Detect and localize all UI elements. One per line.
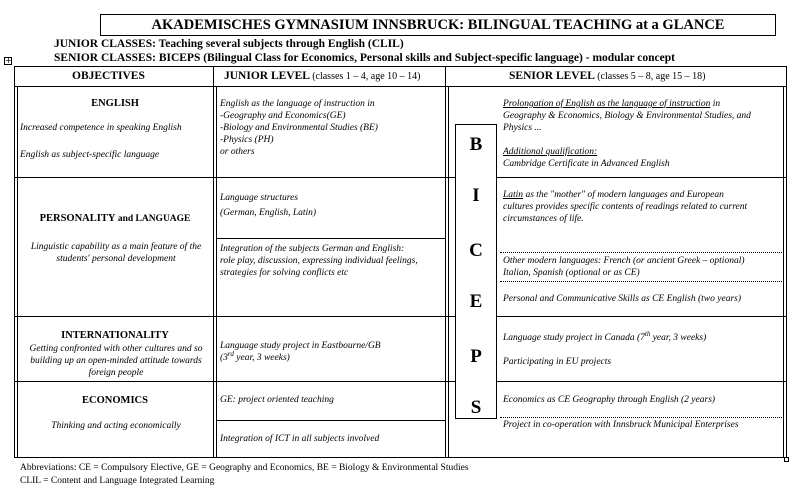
- junior-english-line: -Physics (PH): [220, 135, 274, 145]
- junior-english-cell: [220, 98, 378, 158]
- senior-personality-text: as the "mother" of modern languages and European: [523, 190, 724, 200]
- header-senior-label: SENIOR LEVEL: [509, 70, 595, 82]
- senior-internationality-text: Language study project in Canada (7: [503, 333, 645, 343]
- senior-english-text: in: [710, 99, 721, 109]
- objective-internationality-heading: INTERNATIONALITY: [61, 330, 169, 341]
- senior-internationality-line-2: Participating in EU projects: [503, 357, 612, 367]
- junior-personality-line: (German, English, Latin): [220, 208, 317, 218]
- objective-internationality-line: building up an open-minded attitude towards: [30, 356, 202, 366]
- junior-internationality-sup: rd: [227, 349, 234, 358]
- biceps-letter-b: B: [469, 134, 483, 155]
- header-senior-level: [509, 70, 706, 82]
- junior-english-line: -Biology and Environmental Studies (BE): [220, 123, 378, 133]
- objective-internationality-line: foreign people: [88, 368, 144, 378]
- objective-internationality-line: Getting confronted with other cultures and so: [29, 344, 203, 354]
- objective-english-heading: ENGLISH: [91, 98, 139, 109]
- row-divider-2: [14, 316, 786, 317]
- objective-personality-line: students' personal development: [56, 254, 176, 264]
- header-objectives: OBJECTIVES: [72, 70, 145, 82]
- junior-classes-line: JUNIOR CLASSES: Teaching several subjects through English (CLIL): [54, 38, 404, 50]
- objective-economics-heading: ECONOMICS: [82, 395, 148, 406]
- junior-personality-line: Language structures: [220, 193, 299, 203]
- senior-economics-divider: [500, 417, 782, 418]
- junior-personality-divider: [217, 238, 445, 239]
- senior-personality-text: cultures provides specific contents of readings related to current: [503, 202, 748, 212]
- senior-cambridge-certificate: Cambridge Certificate in Advanced English: [503, 159, 670, 169]
- senior-additional-qualification-label: Additional qualification:: [503, 147, 598, 157]
- objective-english-text-2: English as subject-specific language: [20, 150, 160, 160]
- col-line-2b: [448, 86, 449, 457]
- senior-english-text: Geography & Economics, Biology & Environmental Studies, and: [503, 111, 751, 121]
- col-line-right-inner: [783, 86, 784, 457]
- col-line-2a: [445, 66, 446, 458]
- objective-personality-heading: [20, 213, 210, 224]
- footer-clil: CLIL = Content and Language Integrated Learning: [20, 476, 215, 486]
- biceps-letter-i: I: [472, 185, 480, 206]
- col-line-right-outer: [786, 66, 787, 458]
- junior-internationality-cell: [220, 340, 381, 364]
- table-move-handle-icon[interactable]: +: [5, 56, 12, 65]
- personality-heading-b: and LANGUAGE: [115, 214, 191, 224]
- col-line-left-inner: [17, 86, 18, 457]
- junior-personality-line: Integration of the subjects German and English:: [220, 244, 405, 254]
- senior-economics-cell-a: Economics as CE Geography through English (2 years): [503, 395, 716, 405]
- junior-personality-cell-a: [220, 192, 316, 219]
- objective-personality-text: [20, 241, 212, 265]
- junior-internationality-text: (3: [220, 353, 228, 363]
- table-bottom-border: [14, 457, 786, 458]
- junior-english-line: -Geography and Economics(GE): [220, 111, 346, 121]
- senior-latin-underlined: Latin: [503, 190, 524, 200]
- junior-english-line: English as the language of instruction in: [220, 99, 375, 109]
- row-divider-1: [14, 177, 786, 178]
- row-divider-3: [14, 381, 786, 382]
- header-junior-label: JUNIOR LEVEL: [224, 70, 310, 82]
- senior-economics-cell-b: Project in co-operation with Innsbruck Municipal Enterprises: [503, 420, 739, 430]
- senior-english-cell-b: [503, 146, 670, 170]
- senior-personality-line: Italian, Spanish (optional or as CE): [503, 268, 640, 278]
- junior-personality-line: strategies for solving conflicts etc: [220, 268, 349, 278]
- senior-internationality-text: year, 3 weeks): [650, 333, 707, 343]
- header-junior-range: (classes 1 – 4, age 10 – 14): [312, 71, 421, 82]
- senior-personality-line: Other modern languages: French (or ancient Greek – optional): [503, 256, 745, 266]
- junior-economics-divider: [217, 420, 445, 421]
- junior-english-line: or others: [220, 147, 255, 157]
- senior-classes-line: SENIOR CLASSES: BICEPS (Bilingual Class for Economics, Personal skills and Subject-specific language) - modular concept: [54, 52, 675, 64]
- biceps-letter-p: P: [470, 346, 482, 367]
- junior-personality-line: role play, discussion, expressing individual feelings,: [220, 256, 418, 266]
- page-title: AKADEMISCHES GYMNASIUM INNSBRUCK: BILINGUAL TEACHING at a GLANCE: [100, 14, 776, 36]
- col-line-1b: [216, 86, 217, 457]
- header-senior-range: (classes 5 – 8, age 15 – 18): [597, 71, 706, 82]
- junior-economics-cell-b: Integration of ICT in all subjects involved: [220, 434, 380, 444]
- senior-personality-cell-a: [503, 189, 783, 225]
- col-line-1a: [213, 66, 214, 458]
- objective-english-text-1: Increased competence in speaking English: [20, 123, 182, 133]
- senior-internationality-sup: th: [644, 329, 651, 338]
- objective-personality-line: Linguistic capability as a main feature of the: [30, 242, 202, 252]
- junior-internationality-line: Language study project in Eastbourne/GB: [220, 341, 381, 351]
- senior-english-underlined: Prolongation of English as the language of instruction: [503, 99, 711, 109]
- senior-personality-text: circumstances of life.: [503, 214, 584, 224]
- objective-economics-text: Thinking and acting economically: [51, 421, 181, 431]
- header-junior-level: [224, 70, 421, 82]
- footer-abbreviations: Abbreviations: CE = Compulsory Elective, GE = Geography and Economics, BE = Biology & Environmental Studies: [20, 463, 469, 473]
- senior-personality-divider-1: [500, 252, 782, 253]
- junior-personality-cell-b: [220, 243, 418, 279]
- biceps-letter-e: E: [469, 291, 483, 312]
- junior-internationality-text: year, 3 weeks): [233, 353, 290, 363]
- personality-heading-a: PERSONALITY: [39, 213, 116, 224]
- biceps-letter-c: C: [469, 240, 483, 261]
- senior-english-cell-a: [503, 98, 783, 134]
- senior-personality-cell-b: [503, 255, 745, 279]
- senior-english-text: Physics ...: [503, 123, 542, 133]
- biceps-letter-s: S: [470, 397, 482, 418]
- senior-personality-cell-c: Personal and Communicative Skills as CE English (two years): [503, 294, 742, 304]
- senior-internationality-line-1: [503, 329, 707, 344]
- header-bottom-border: [14, 86, 786, 87]
- table-resize-handle[interactable]: [784, 457, 789, 462]
- junior-economics-cell-a: GE: project oriented teaching: [220, 395, 334, 405]
- objective-internationality-text: [20, 343, 212, 379]
- biceps-box: [455, 124, 497, 419]
- table-top-border: [14, 66, 786, 67]
- senior-personality-divider-2: [500, 281, 782, 282]
- col-line-left-outer: [14, 66, 15, 458]
